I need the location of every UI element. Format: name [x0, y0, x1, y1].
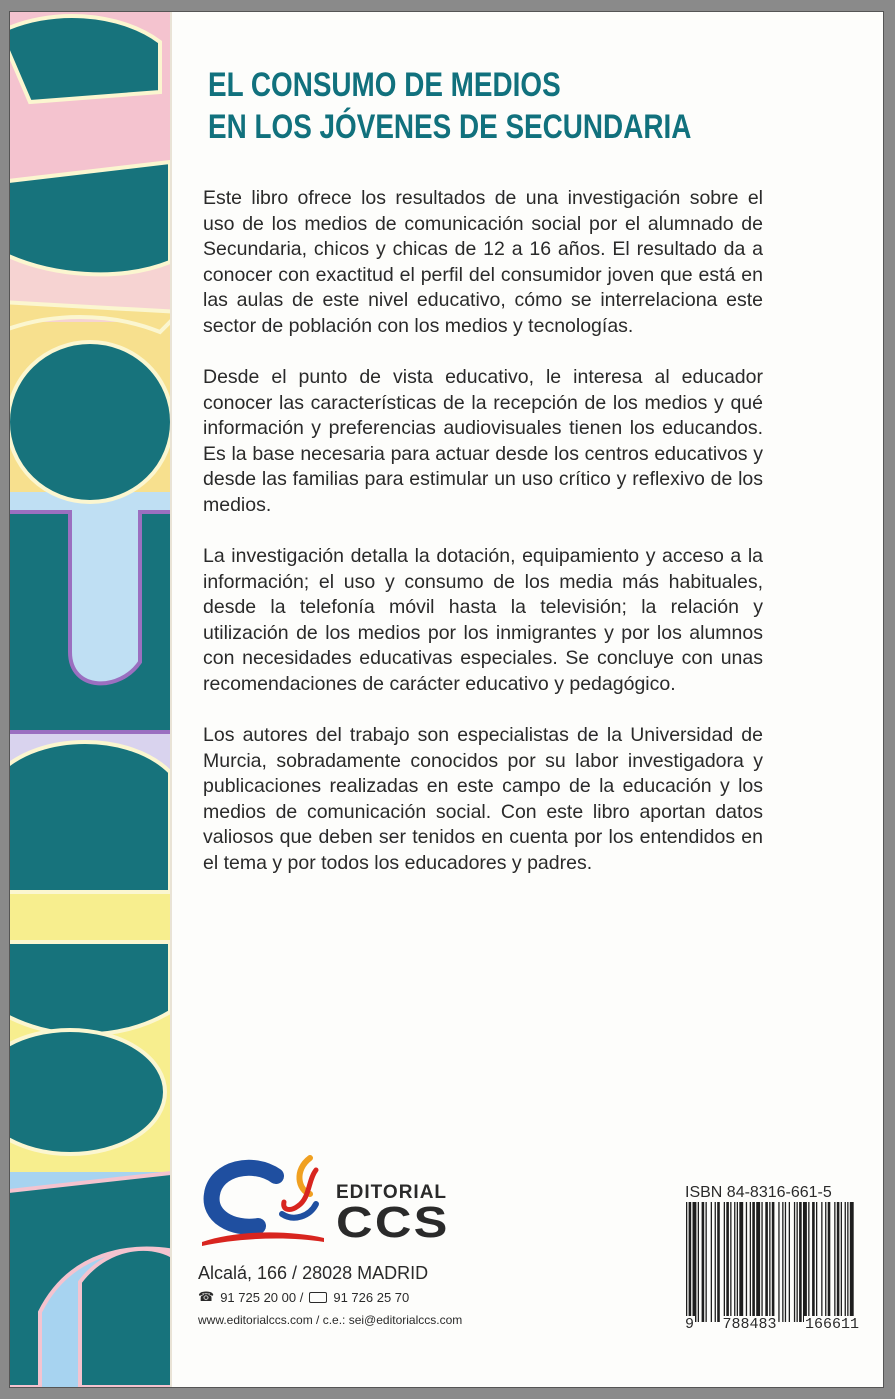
title-line-2: EN LOS JÓVENES DE SECUNDARIA: [208, 108, 692, 146]
publisher-web: www.editorialccs.com / c.e.: sei@editorialccs.com: [198, 1313, 463, 1327]
book-title: [208, 64, 733, 148]
publisher-name: CCS: [336, 1198, 450, 1247]
barcode-digit-group-2: 166611: [804, 1316, 859, 1333]
publisher-contact: [198, 1289, 409, 1305]
barcode-digits: [684, 1316, 860, 1333]
barcode-digit-lead: 9: [685, 1316, 695, 1333]
fax-number: 91 726 25 70: [333, 1289, 410, 1305]
publisher-address: Alcalá, 166 / 28028 MADRID: [198, 1263, 429, 1283]
paragraph-1: Este libro ofrece los resultados de una investigación sobre el uso de los medios de comunicación social por el alumnado de Secundaria, chicos y chicas de 12 a 16 años. El resultado da a conocer con exactitud el perfil del consumidor joven que está en las aulas de este nivel educativo, cómo se interrelaciona este sector de población con los medios y tecnologías.: [203, 187, 763, 337]
paragraph-2: Desde el punto de vista educativo, le interesa al educador conocer las características de la recepción de los medios y qué información y preferencias audiovisuales tienen los educandos. Es la base necesaria para actuar desde los centros educativos y desde las familias para estimular un uso crítico y reflexivo de los medios.: [203, 366, 763, 516]
title-line-1: EL CONSUMO DE MEDIOS: [208, 66, 561, 104]
isbn-label: ISBN 84-8316-661-5: [685, 1184, 832, 1201]
book-back-cover: [10, 12, 883, 1387]
phone-icon: ☎: [198, 1289, 215, 1304]
synopsis: [203, 186, 763, 902]
phone-number: 91 725 20 00 /: [220, 1289, 304, 1305]
decorative-letter-strip: [10, 12, 172, 1387]
barcode: [682, 1202, 860, 1322]
publisher-label: EDITORIAL: [336, 1182, 448, 1203]
paragraph-3: La investigación detalla la dotación, equipamiento y acceso a la información; el uso y consumo de los media más habituales, desde la telefonía móvil hasta la televisión; la relación y utilización de los medios por los inmigrantes y por los alumnos con necesidades educativas especiales. Se concluye con unas recomendaciones de carácter educativo y pedagógico.: [203, 545, 763, 695]
fax-icon: [309, 1292, 327, 1303]
paragraph-4: Los autores del trabajo son especialistas de la Universidad de Murcia, sobradamente conocidos por su labor investigadora y publicaciones realizadas en este campo de la educación y los medios de comunicación social. Con este libro aportan datos valiosos que deben ser tenidos en cuenta por los entendidos en el tema y por todos los educadores y padres.: [203, 724, 763, 874]
ccs-logo-icon: [198, 1150, 328, 1250]
barcode-digit-group-1: 788483: [722, 1316, 777, 1333]
